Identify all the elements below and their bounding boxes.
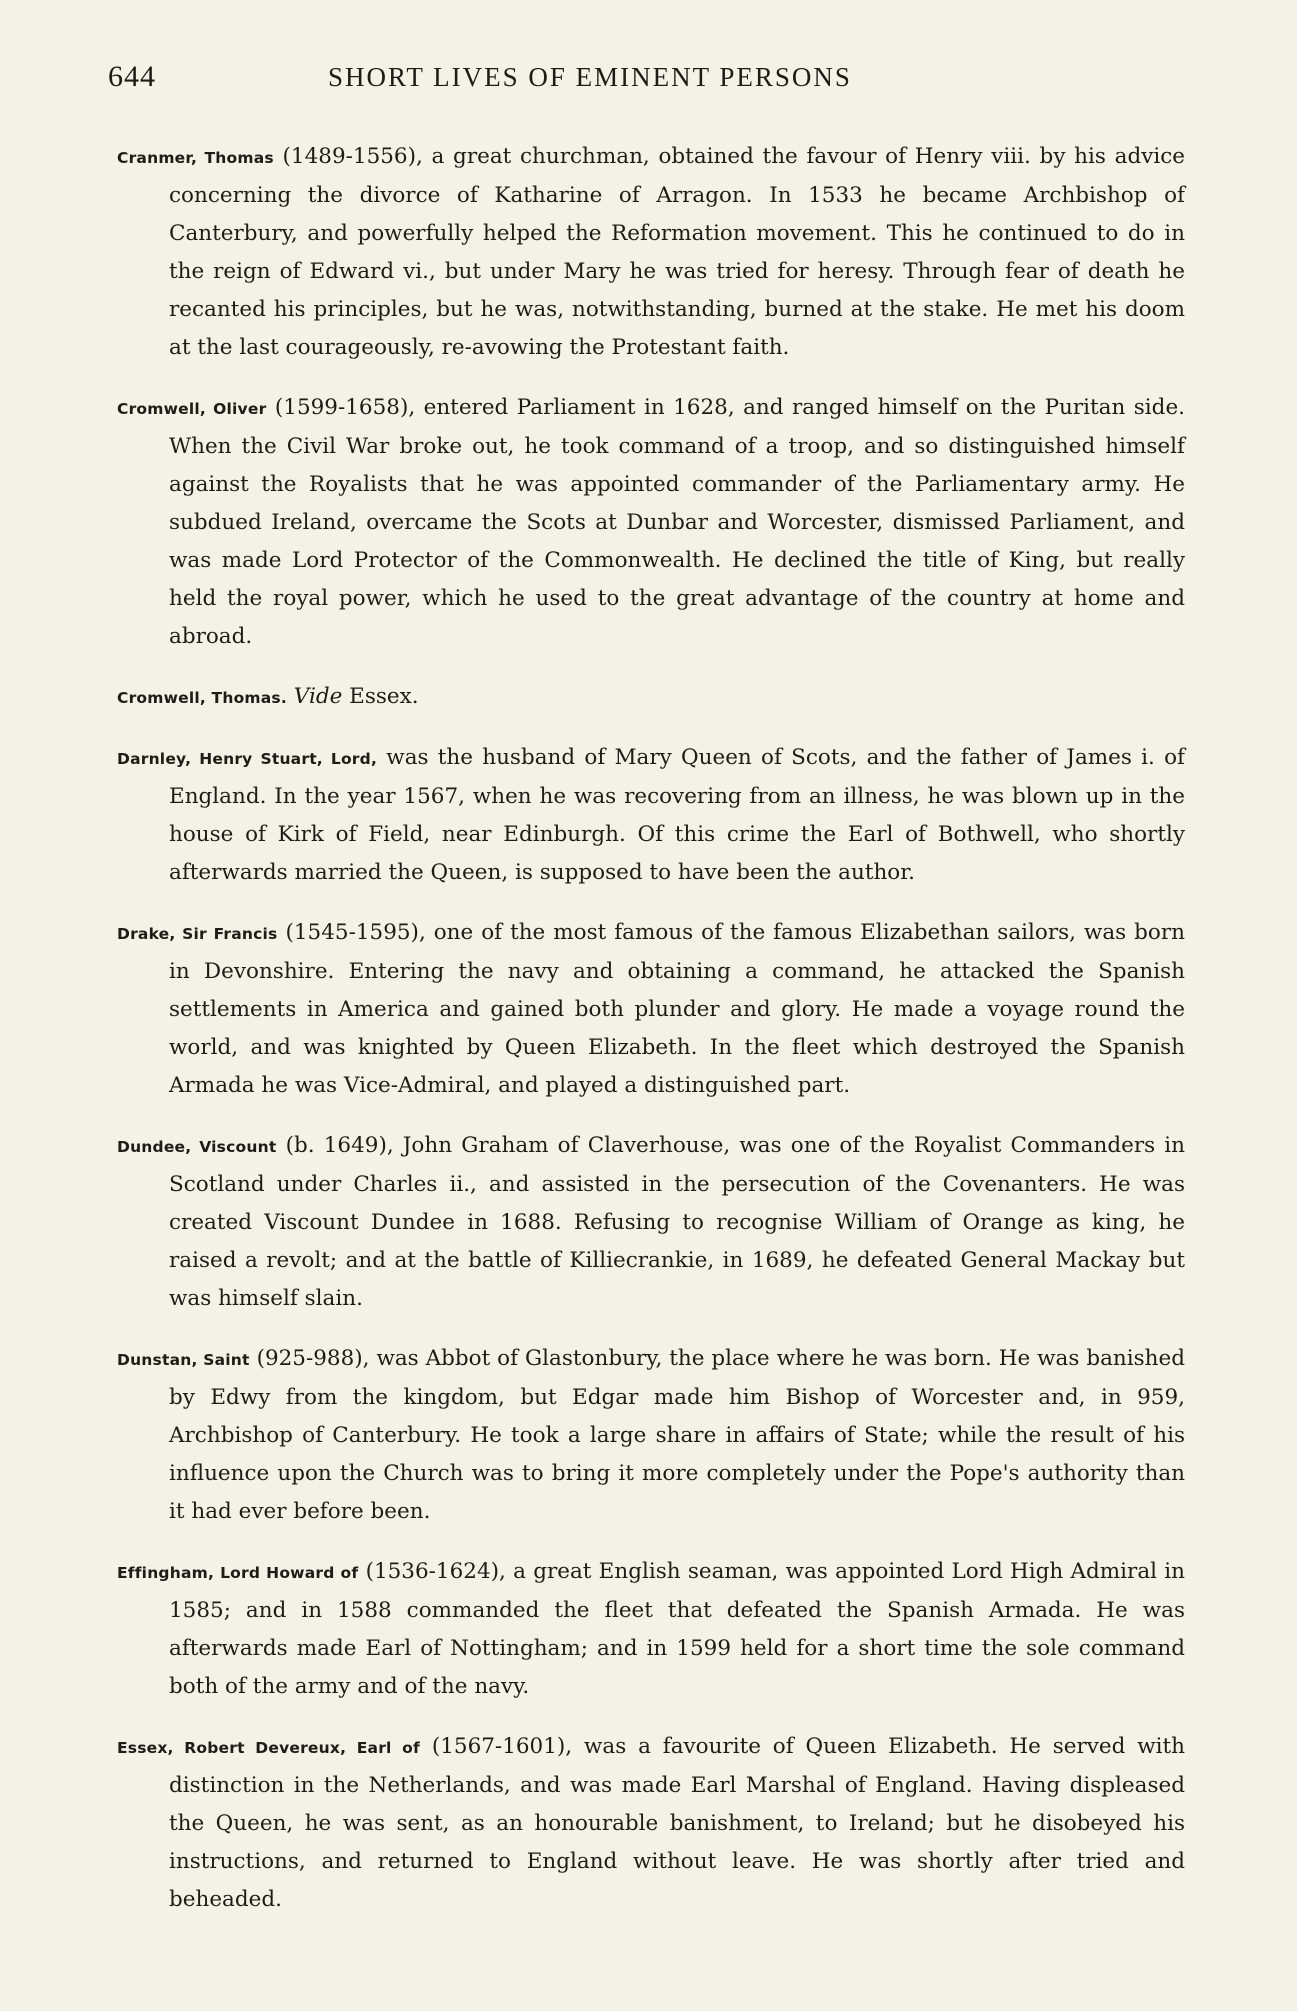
entry-text: was the husband of Mary Queen of Scots, and the father of James i. of England. In the year 1567, when he was recovering from an illness, he was blown up in the house of Kirk of Field, near Edinburgh. Of this crime the Earl of Bothwell, who shortly afterwards married the Queen, is supposed to have been the author. [169, 745, 1186, 885]
running-title: SHORT LIVES OF EMINENT PERSONS [328, 62, 852, 92]
entry-text: (1599-1658), entered Parliament in 1628, and ranged himself on the Puritan side. When the Civil War broke out, he took command of a troop, and so distinguished himself against the Royalists that he was appointed commander of the Parliamentary army. He subdued Ireland, overcame the Scots at Dunbar and Worcester, dismissed Parliament, and was made Lord Protector of the Commonwealth. He declined the title of King, but really held the royal power, which he used to the great advantage of the country at home and abroad. [169, 395, 1186, 649]
entry-headword: Essex, Robert Devereux, Earl of [117, 1739, 420, 1757]
entry-headword: Cranmer, Thomas [117, 149, 274, 167]
entry-cross-reference-label: Vide [293, 684, 343, 709]
entry-cromwell-oliver [117, 389, 1185, 656]
entry-headword: Darnley, Henry Stuart, Lord, [117, 750, 378, 768]
entry-cranmer [117, 138, 1185, 367]
entry-dunstan [117, 1340, 1185, 1531]
entry-headword: Drake, Sir Francis [117, 925, 278, 943]
entry-drake [117, 914, 1185, 1105]
page-header [108, 60, 1188, 100]
biography-entries [117, 138, 1185, 1941]
entry-headword: Cromwell, Oliver [117, 400, 267, 418]
entry-essex [117, 1728, 1185, 1919]
entry-text: (1545-1595), one of the most famous of the famous Elizabethan sailors, was born in Devonshire. Entering the navy and obtaining a command, he attacked the Spanish settlements in America and gained both plunder and glory. He made a voyage round the world, and was knighted by Queen Elizabeth. In the fleet which destroyed the Spanish Armada he was Vice-Admiral, and played a distinguished part. [169, 920, 1186, 1098]
entry-darnley [117, 739, 1185, 892]
entry-text: (b. 1649), John Graham of Claverhouse, was one of the Royalist Commanders in Scotland under Charles ii., and assisted in the persecution of the Covenanters. He was created Viscount Dundee in 1688. Refusing to recognise William of Orange as king, he raised a revolt; and at the battle of Killiecrankie, in 1689, he defeated General Mackay but was himself slain. [169, 1133, 1185, 1311]
entry-cromwell-thomas [117, 678, 1185, 717]
entry-effingham [117, 1553, 1185, 1706]
page-number: 644 [108, 60, 156, 93]
entry-text: Essex. [349, 684, 419, 709]
entry-text: (1567-1601), was a favourite of Queen Elizabeth. He served with distinction in the Netherlands, and was made Earl Marshal of England. Having displeased the Queen, he was sent, as an honourable banishment, to Ireland; but he disobeyed his instructions, and returned to England without leave. He was shortly after tried and beheaded. [169, 1734, 1186, 1912]
entry-headword: Cromwell, Thomas. [117, 689, 287, 707]
entry-dundee [117, 1127, 1185, 1318]
entry-text: (925-988), was Abbot of Glastonbury, the place where he was born. He was banished by Edwy from the kingdom, but Edgar made him Bishop of Worcester and, in 959, Archbishop of Canterbury. He took a large share in affairs of State; while the result of his influence upon the Church was to bring it more completely under the Pope's authority than it had ever before been. [169, 1346, 1185, 1524]
entry-text: (1536-1624), a great English seaman, was appointed Lord High Admiral in 1585; and in 1588 commanded the fleet that defeated the Spanish Armada. He was afterwards made Earl of Nottingham; and in 1599 held for a short time the sole command both of the army and of the navy. [169, 1559, 1185, 1699]
entry-headword: Effingham, Lord Howard of [117, 1564, 359, 1582]
entry-headword: Dundee, Viscount [117, 1138, 277, 1156]
entry-text: (1489-1556), a great churchman, obtained the favour of Henry viii. by his advice concerning the divorce of Katharine of Arragon. In 1533 he became Archbishop of Canterbury, and powerfully helped the Reformation movement. This he continued to do in the reign of Edward vi., but under Mary he was tried for heresy. Through fear of death he recanted his principles, but he was, notwithstanding, burned at the stake. He met his doom at the last courageously, re-avowing the Protestant faith. [169, 144, 1185, 360]
entry-headword: Dunstan, Saint [117, 1351, 250, 1369]
